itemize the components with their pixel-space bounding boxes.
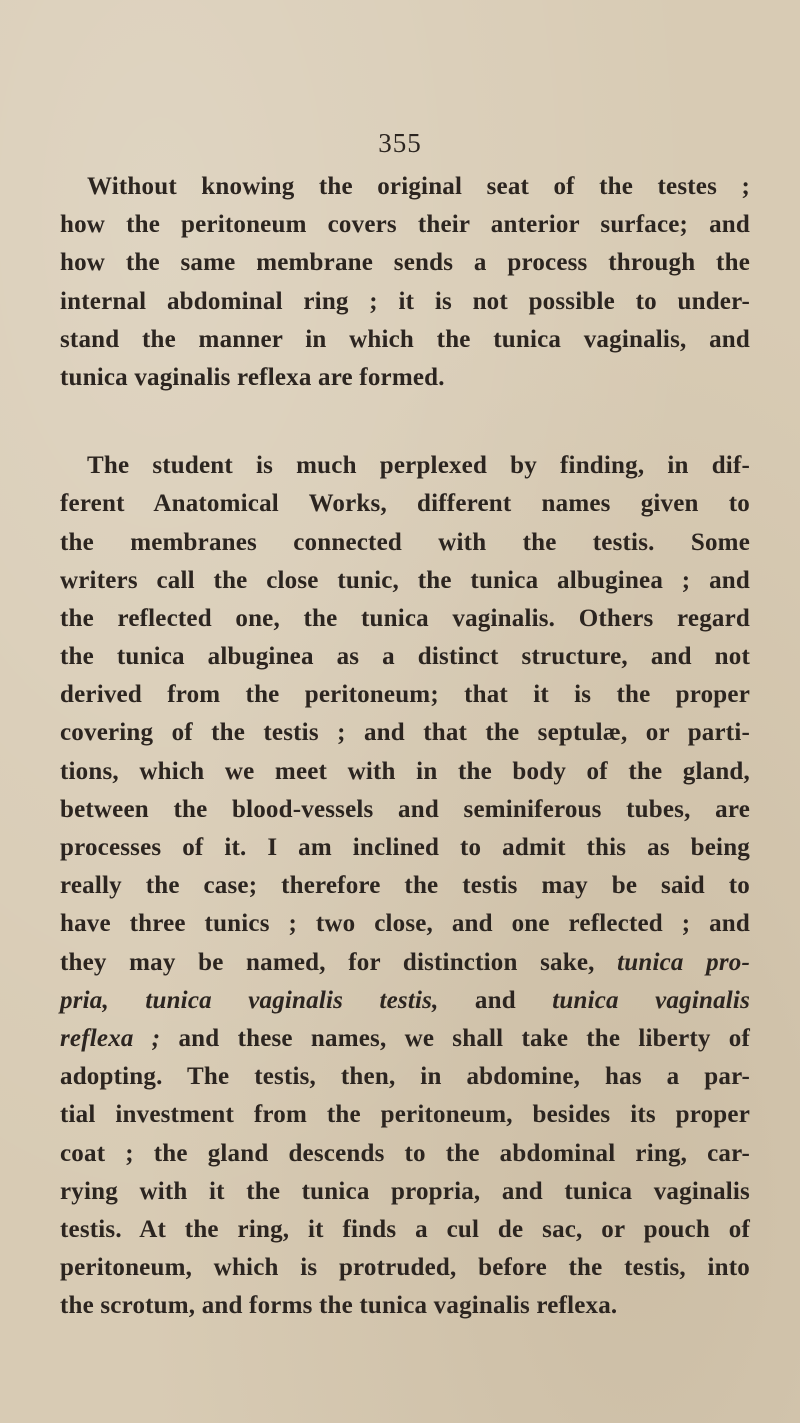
text-line: tions, which we meet with in the body of the gland, xyxy=(60,757,750,785)
text-line: the membranes connected with the testis. Some xyxy=(60,528,750,556)
text-segment: and xyxy=(474,986,516,1014)
text-line: testis. At the ring, it finds a cul de sac, or pouch of xyxy=(60,1215,750,1243)
text-line: the tunica albuginea as a distinct structure, and not xyxy=(60,643,750,671)
text-line: really the case; therefore the testis may be said to xyxy=(60,872,750,900)
text-line: between the blood-vessels and seminiferous tubes, are xyxy=(60,795,750,823)
text-line: processes of it. I am inclined to admit this as being xyxy=(60,834,750,861)
text-line: The student is much perplexed by finding, in dif- xyxy=(87,452,750,480)
text-line: how the peritoneum covers their anterior surface; and xyxy=(60,211,750,239)
paragraph-gap xyxy=(60,397,750,447)
text-line-mixed xyxy=(60,982,750,1020)
text-line: stand the manner in which the tunica vaginalis, and xyxy=(60,325,750,353)
text-line: coat ; the gland descends to the abdominal ring, car- xyxy=(60,1139,750,1167)
italic-term: reflexa ; xyxy=(60,1024,161,1052)
body-text xyxy=(60,168,750,1325)
text-line-mixed xyxy=(60,944,750,982)
italic-term: tunica pro- xyxy=(617,948,750,976)
page-number: 355 xyxy=(378,128,422,158)
text-line: writers call the close tunic, the tunica albuginea ; and xyxy=(60,566,750,594)
text-line: tial investment from the peritoneum, besides its proper xyxy=(60,1101,750,1129)
text-line: peritoneum, which is protruded, before the testis, into xyxy=(60,1254,750,1282)
text-line: rying with it the tunica propria, and tunica vaginalis xyxy=(60,1177,750,1205)
text-segment: and these names, we shall take the liberty of xyxy=(178,1024,750,1052)
text-line: Without knowing the original seat of the testes ; xyxy=(87,173,750,200)
italic-term: pria, tunica vaginalis testis, xyxy=(60,986,439,1014)
text-line: covering of the testis ; and that the septulæ, or parti- xyxy=(60,719,750,747)
paragraph-2 xyxy=(60,447,750,1325)
text-line: internal abdominal ring ; it is not possible to under- xyxy=(60,287,750,315)
text-line: have three tunics ; two close, and one reflected ; and xyxy=(60,910,750,938)
text-line: tunica vaginalis reflexa are formed. xyxy=(60,363,445,391)
text-line: the reflected one, the tunica vaginalis. Others regard xyxy=(60,604,750,632)
text-line-mixed xyxy=(60,1020,750,1058)
paragraph-1 xyxy=(60,168,750,397)
text-line: the scrotum, and forms the tunica vaginalis reflexa. xyxy=(60,1292,618,1320)
text-line: how the same membrane sends a process through the xyxy=(60,249,750,277)
italic-term: tunica vaginalis xyxy=(552,986,751,1014)
text-line: derived from the peritoneum; that it is the proper xyxy=(60,681,750,709)
text-line: ferent Anatomical Works, different names given to xyxy=(60,490,750,518)
text-segment: they may be named, for distinction sake, xyxy=(60,948,595,976)
text-line: adopting. The testis, then, in abdomine, has a par- xyxy=(60,1063,750,1091)
